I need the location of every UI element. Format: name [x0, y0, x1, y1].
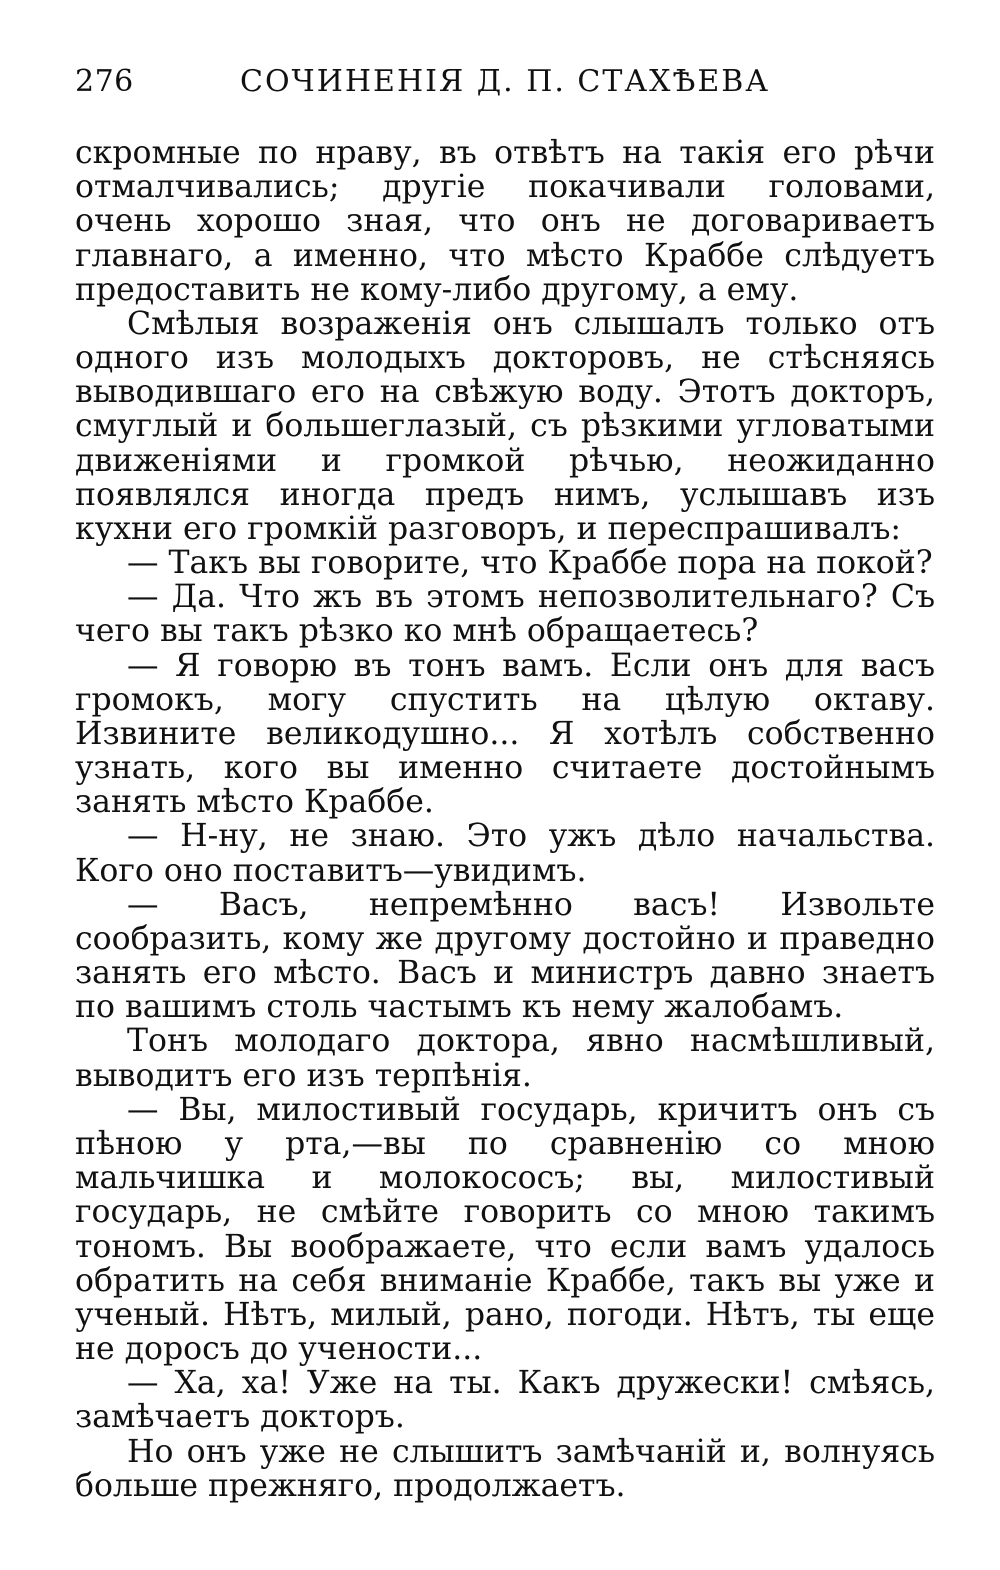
paragraph: Тонъ молодаго доктора, явно насмѣшливый, выводитъ его изъ терпѣнія.: [75, 1023, 935, 1094]
dialogue-line: — Такъ вы говорите, что Краббе пора на покой?: [127, 545, 933, 582]
dialogue-line: — Вы, милостивый государь, кричитъ онъ съ пѣною у рта,—вы по сравненію со мною мальчишка и молокососъ; вы, милостивый государь, не смѣйте говорить со мною такимъ тономъ. Вы воображаете, что если вамъ удалось обратить на себя вниманіе Краббе, такъ вы уже и ученый. Нѣтъ, милый, рано, погоди. Нѣтъ, ты еще не доросъ до учености...: [75, 1091, 935, 1368]
dialogue-line: — Васъ, непремѣнно васъ! Извольте сообразить, кому же другому достойно и праведно занять его мѣсто. Васъ и министръ давно знаетъ по вашимъ столь частымъ къ нему жалобамъ.: [75, 886, 935, 1026]
dialogue-line: — Да. Что жъ въ этомъ непозволительнаго? Съ чего вы такъ рѣзко ко мнѣ обращаетесь?: [75, 579, 935, 650]
dialogue-line: — Н-ну, не знаю. Это ужъ дѣло начальства. Кого оно поставитъ—увидимъ.: [75, 818, 935, 889]
dialogue-line: — Ха, ха! Уже на ты. Какъ дружески! смѣясь, замѣчаетъ докторъ.: [75, 1365, 935, 1436]
page-number: 276: [75, 64, 134, 99]
body-text: [75, 136, 935, 1503]
paragraph: Но онъ уже не слышитъ замѣчаній и, волнуясь больше прежняго, продолжаетъ.: [75, 1433, 935, 1504]
paragraph: Смѣлыя возраженія онъ слышалъ только отъ одного изъ молодыхъ докторовъ, не стѣсняясь выводившаго его на свѣжую воду. Этотъ докторъ, смуглый и большеглазый, съ рѣзкими угловатыми движеніями и громкой рѣчью, неожиданно появлялся иногда предъ нимъ, услышавъ изъ кухни его громкій разговоръ, и переспрашивалъ:: [75, 305, 935, 547]
running-title: СОЧИНЕНІЯ Д. П. СТАХѢЕВА: [240, 64, 770, 99]
page-header: [75, 58, 935, 106]
dialogue-line: — Я говорю въ тонъ вамъ. Если онъ для васъ громокъ, могу спустить на цѣлую октаву. Извините великодушно... Я хотѣлъ собственно узнать, кого вы именно считаете достойнымъ занять мѣсто Краббе.: [75, 647, 935, 821]
paragraph: скромные по нраву, въ отвѣтъ на такія его рѣчи отмалчивались; другіе покачивали головами, очень хорошо зная, что онъ не договариваетъ главнаго, а именно, что мѣсто Краббе слѣдуетъ предоставить не кому-либо другому, а ему.: [75, 135, 935, 308]
